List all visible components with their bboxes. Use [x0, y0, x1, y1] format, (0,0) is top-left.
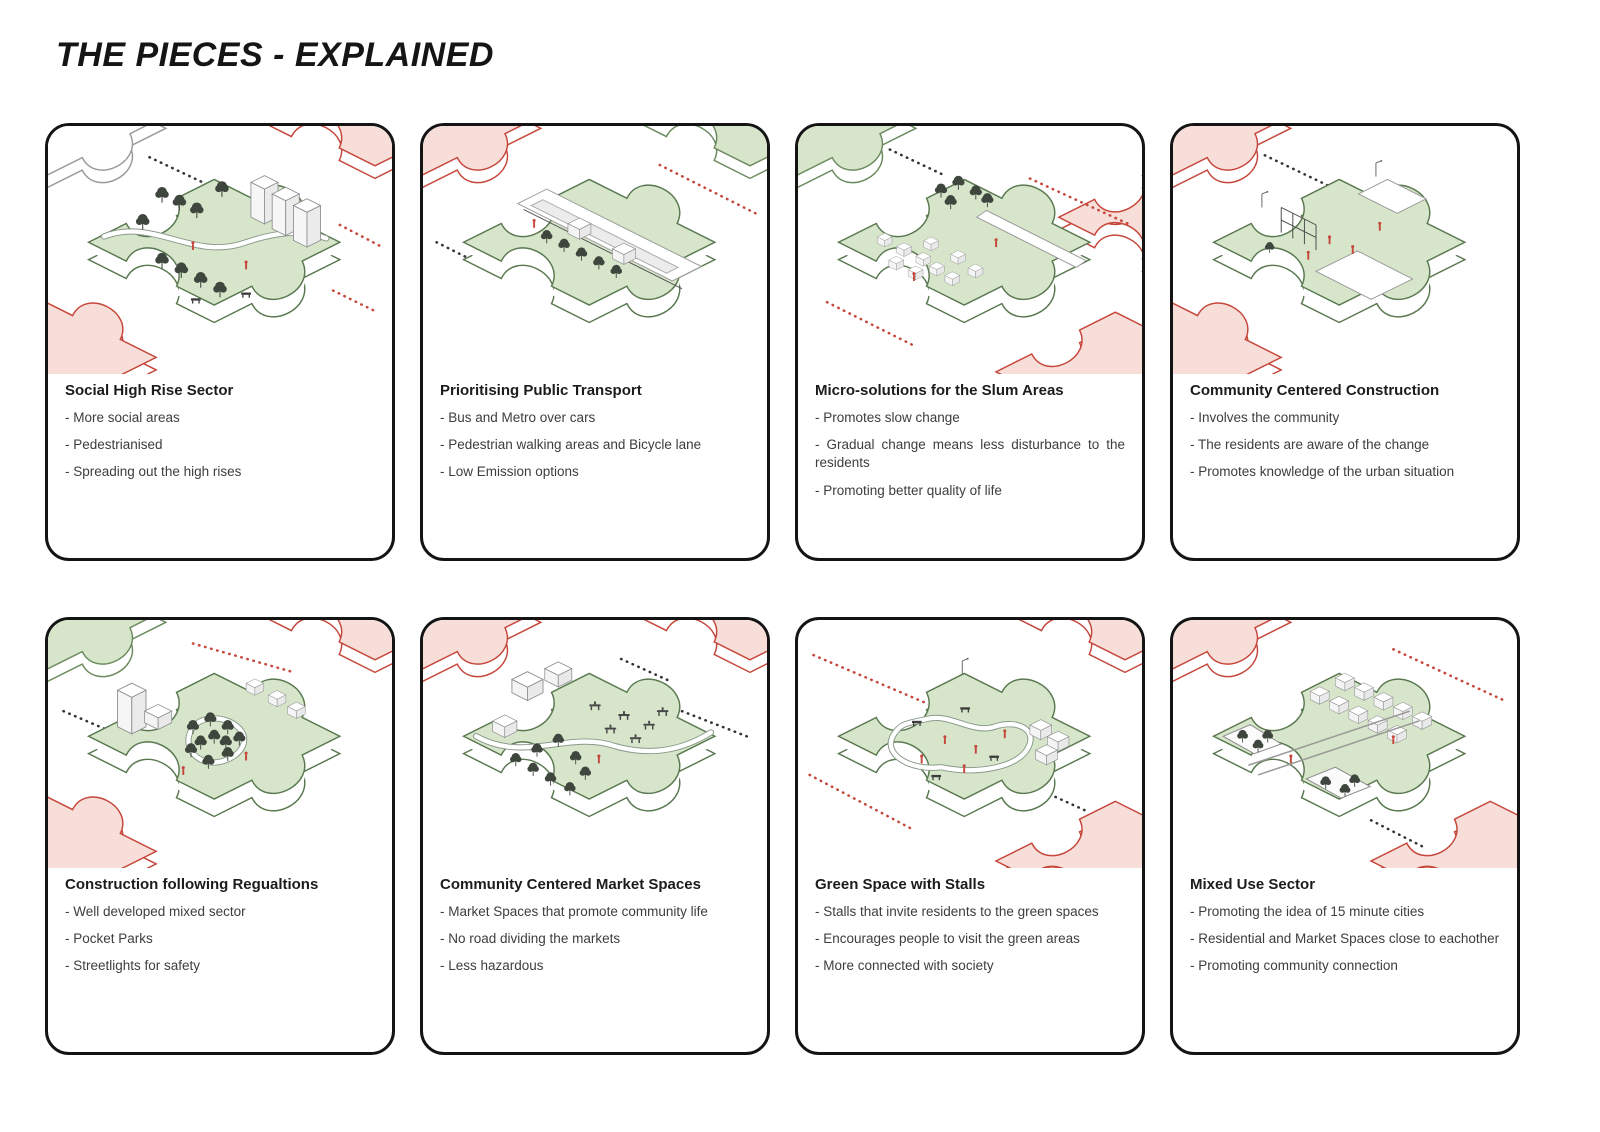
card-bullet: - Gradual change means less disturbance to the residents — [815, 437, 1125, 471]
card-bullet: - Promotes knowledge of the urban situation — [1190, 464, 1455, 480]
card-prioritising-public-transport — [420, 123, 770, 561]
card-bullet: - Involves the community — [1190, 410, 1340, 425]
card-bullet: - Well developed mixed sector — [65, 904, 246, 919]
card-social-high-rise-sector — [45, 123, 395, 561]
card-bullet: - Less hazardous — [440, 958, 544, 974]
social-high-rise-illustration — [48, 126, 392, 374]
card-bullet: - Streetlights for safety — [65, 958, 201, 974]
card-bullet: - More social areas — [65, 410, 180, 425]
card-title: Mixed Use Sector — [1190, 876, 1316, 893]
card-title: Community Centered Market Spaces — [440, 876, 701, 893]
card-construction-following-regulations — [45, 617, 395, 1055]
card-mixed-use-sector — [1170, 617, 1520, 1055]
community-construction-illustration — [1173, 126, 1517, 374]
card-bullet: - Residential and Market Spaces close to eachother — [1190, 931, 1500, 947]
card-title: Green Space with Stalls — [815, 876, 986, 893]
card-community-centered-market-spaces — [420, 617, 770, 1055]
card-title: Community Centered Construction — [1190, 382, 1440, 399]
card-bullet: - Low Emission options — [440, 464, 579, 480]
card-title: Micro-solutions for the Slum Areas — [815, 382, 1064, 399]
mixed-use-illustration — [1173, 620, 1517, 868]
regulations-illustration — [48, 620, 392, 868]
card-bullet: - Bus and Metro over cars — [440, 410, 596, 425]
puzzle-piece-illustration-icon — [423, 620, 767, 868]
puzzle-piece-illustration-icon — [798, 126, 1142, 374]
market-spaces-illustration — [423, 620, 767, 868]
puzzle-piece-illustration-icon — [48, 620, 392, 868]
card-bullet: - Encourages people to visit the green areas — [815, 931, 1080, 947]
puzzle-piece-illustration-icon — [423, 126, 767, 374]
card-title: Construction following Regualtions — [65, 876, 319, 893]
card-bullet: - No road dividing the markets — [440, 931, 621, 947]
card-bullet: - Promoting better quality of life — [815, 482, 1002, 498]
card-micro-solutions-slum-areas — [795, 123, 1145, 561]
card-bullet: - Promoting community connection — [1190, 958, 1398, 974]
card-title: Prioritising Public Transport — [440, 382, 642, 399]
card-bullet: - The residents are aware of the change — [1190, 437, 1430, 453]
card-community-centered-construction — [1170, 123, 1520, 561]
slum-micro-solutions-illustration — [798, 126, 1142, 374]
card-bullet: - Pedestrian walking areas and Bicycle lane — [440, 437, 702, 453]
card-bullet: - More connected with society — [815, 958, 994, 974]
card-bullet: - Promotes slow change — [815, 410, 960, 425]
card-bullet: - Stalls that invite residents to the green spaces — [815, 904, 1099, 919]
puzzle-piece-illustration-icon — [1173, 620, 1517, 868]
public-transport-illustration — [423, 126, 767, 374]
green-space-stalls-illustration — [798, 620, 1142, 868]
puzzle-piece-illustration-icon — [48, 126, 392, 374]
card-bullet: - Pocket Parks — [65, 931, 153, 947]
card-bullet: - Spreading out the high rises — [65, 464, 242, 480]
card-bullet: - Market Spaces that promote community life — [440, 904, 708, 919]
card-green-space-with-stalls — [795, 617, 1145, 1055]
card-title: Social High Rise Sector — [65, 382, 234, 399]
puzzle-piece-illustration-icon — [798, 620, 1142, 868]
card-bullet: - Promoting the idea of 15 minute cities — [1190, 904, 1425, 919]
page-title: THE PIECES - EXPLAINED — [56, 36, 494, 74]
card-bullet: - Pedestrianised — [65, 437, 163, 453]
puzzle-piece-illustration-icon — [1173, 126, 1517, 374]
cards-grid — [45, 123, 1520, 1055]
